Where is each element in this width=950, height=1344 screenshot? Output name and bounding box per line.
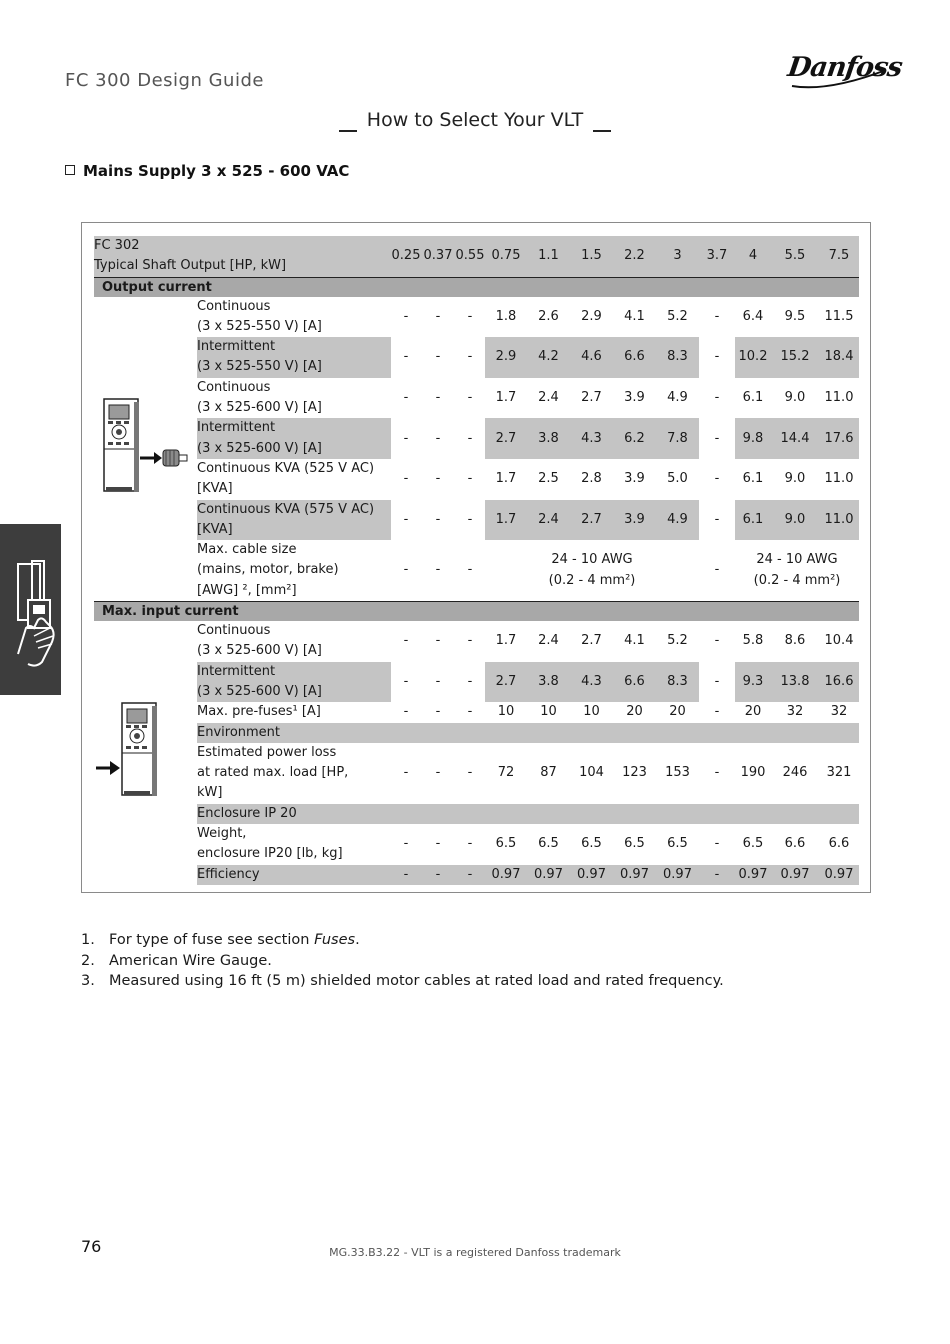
cell-value: 0.97 xyxy=(656,865,699,885)
row-label: Intermittent (3 x 525-600 V) [A] xyxy=(197,418,391,459)
cell-value: 6.5 xyxy=(667,836,688,852)
cell-value: - xyxy=(403,562,409,578)
cell-value: 6.6 xyxy=(784,836,806,852)
cell-value: 17.6 xyxy=(819,418,859,459)
row-label: Weight, enclosure IP20 [lb, kg] xyxy=(197,826,343,862)
cell-value: - xyxy=(714,633,720,649)
row-label: Continuous KVA (575 V AC) [KVA] xyxy=(197,500,391,541)
cable-range-group-1: 24 - 10 AWG (0.2 - 4 mm²) xyxy=(548,552,636,588)
cell-value: 9.3 xyxy=(735,662,771,703)
cell-value: 6.1 xyxy=(735,500,771,541)
cell-value: 5.2 xyxy=(667,633,688,649)
cell-value: 0.97 xyxy=(735,865,771,885)
cell-value: 0.97 xyxy=(771,865,819,885)
section-row-output-current: Output current xyxy=(94,277,859,297)
drive-with-input-arrow-icon xyxy=(96,698,196,808)
checkbox-square-icon xyxy=(65,165,75,175)
cell-value: 6.6 xyxy=(828,836,850,852)
cell-value: 9.5 xyxy=(784,308,806,324)
cell-value: - xyxy=(467,471,473,487)
cell-value: 0.97 xyxy=(613,865,656,885)
row-label: Intermittent (3 x 525-550 V) [A] xyxy=(197,337,391,378)
cell-value: - xyxy=(403,673,409,689)
cell-value: 2.9 xyxy=(485,337,527,378)
cell-value: 2.4 xyxy=(527,500,570,541)
table-row xyxy=(94,459,859,500)
cell-value: 190 xyxy=(740,765,766,781)
cell-value: - xyxy=(403,389,409,405)
cell-value: 3.9 xyxy=(624,471,645,487)
cell-value: - xyxy=(714,308,720,324)
cell-value: 3.8 xyxy=(527,418,570,459)
cell-value: 14.4 xyxy=(771,418,819,459)
cell-value: 2.7 xyxy=(485,662,527,703)
footnote: 2. American Wire Gauge. xyxy=(81,952,272,969)
cell-value: 8.6 xyxy=(784,633,806,649)
cell-value: - xyxy=(714,471,720,487)
cell-value: 6.5 xyxy=(495,836,517,852)
cell-value: - xyxy=(455,865,485,885)
table-row xyxy=(94,418,859,459)
row-label: Continuous KVA (525 V AC) [KVA] xyxy=(197,460,375,497)
cell-value: - xyxy=(435,836,441,852)
cell-value: - xyxy=(403,765,409,781)
cell-value: 10 xyxy=(540,704,557,720)
cell-value: - xyxy=(467,562,473,578)
cell-value: - xyxy=(467,349,473,365)
table-row-environment: Environment xyxy=(94,723,859,743)
header-label: FC 302 Typical Shaft Output [HP, kW] xyxy=(94,236,391,277)
cell-value: - xyxy=(714,389,720,405)
cell-value: 3.8 xyxy=(527,662,570,703)
cell-value: 1.7 xyxy=(495,389,517,405)
cell-value: 4.9 xyxy=(667,389,688,405)
footnotes xyxy=(81,930,724,992)
cell-value: 20 xyxy=(626,704,643,720)
footnote: 1. For type of fuse see section Fuses. xyxy=(81,932,360,948)
cell-value: - xyxy=(403,349,409,365)
cell-value: 11.0 xyxy=(824,389,854,405)
cell-value: - xyxy=(467,704,473,720)
cell-value: - xyxy=(467,633,473,649)
cell-value: 2.7 xyxy=(570,500,613,541)
cell-value: - xyxy=(403,511,409,527)
cell-value: 11.0 xyxy=(819,500,859,541)
footer-text: MG.33.B3.22 - VLT is a registered Danfoss trademark xyxy=(329,1246,621,1259)
cell-value: 11.5 xyxy=(824,308,854,324)
cell-value: - xyxy=(714,349,720,365)
table-row-cable-size xyxy=(94,540,859,601)
row-label: Intermittent (3 x 525-600 V) [A] xyxy=(197,662,391,703)
mains-supply-heading: Mains Supply 3 x 525 - 600 VAC xyxy=(65,162,349,180)
cell-value: 123 xyxy=(622,765,647,781)
table-row-enclosure: Enclosure IP 20 xyxy=(94,804,859,824)
cell-value: 1.7 xyxy=(485,500,527,541)
cell-value: 10 xyxy=(583,704,600,720)
cell-value: 2.8 xyxy=(581,471,602,487)
cell-value: 9.0 xyxy=(771,500,819,541)
cell-value: 5.8 xyxy=(742,633,764,649)
cell-value: 2.7 xyxy=(581,389,602,405)
cell-value: - xyxy=(714,704,720,720)
column-header: 0.25 xyxy=(391,236,421,277)
cell-value: - xyxy=(435,765,441,781)
cell-value: 9.0 xyxy=(784,471,806,487)
cell-value: 10.2 xyxy=(735,337,771,378)
table-row-pre-fuses xyxy=(94,702,859,722)
cell-value: 72 xyxy=(497,765,515,781)
table-row-efficiency xyxy=(94,865,859,885)
cell-value: - xyxy=(714,673,720,689)
side-tab xyxy=(0,524,61,695)
row-label: Estimated power loss at rated max. load [HP, kW] xyxy=(197,744,349,801)
cell-value: 32 xyxy=(786,704,804,720)
cell-value: 10 xyxy=(497,704,515,720)
cell-value: 6.1 xyxy=(742,471,764,487)
cell-value: 7.8 xyxy=(656,418,699,459)
cell-value: 4.6 xyxy=(570,337,613,378)
table-row-weight xyxy=(94,824,859,865)
cell-value: - xyxy=(714,511,720,527)
cell-value: 6.5 xyxy=(742,836,764,852)
table-row xyxy=(94,378,859,419)
cell-value: - xyxy=(435,308,441,324)
cell-value: 4.3 xyxy=(570,418,613,459)
hand-holding-device-icon xyxy=(0,524,61,695)
section-row-input-current: Max. input current xyxy=(94,602,859,622)
cell-value: 0.97 xyxy=(570,865,613,885)
cell-value: 2.4 xyxy=(538,389,559,405)
row-label: Continuous (3 x 525-600 V) [A] xyxy=(197,623,322,659)
cell-value: 1.8 xyxy=(495,308,517,324)
cell-value: 2.5 xyxy=(538,471,559,487)
column-header: 5.5 xyxy=(771,236,819,277)
cell-value: 1.7 xyxy=(495,633,517,649)
cell-value: 8.3 xyxy=(656,662,699,703)
cell-value: - xyxy=(435,673,441,689)
footnote: 3. Measured using 16 ft (5 m) shielded motor cables at rated load and rated frequency. xyxy=(81,973,724,990)
table-row-power-loss xyxy=(94,743,859,804)
cell-value: - xyxy=(435,562,441,578)
danfoss-logo: Danfoss xyxy=(788,52,890,92)
cell-value: 0.97 xyxy=(485,865,527,885)
cell-value: 3.9 xyxy=(624,389,645,405)
cell-value: 9.0 xyxy=(784,389,806,405)
document-title: FC 300 Design Guide xyxy=(65,70,264,91)
cell-value: - xyxy=(467,511,473,527)
cell-value: - xyxy=(714,765,720,781)
column-header: 0.37 xyxy=(421,236,455,277)
column-header: 3.7 xyxy=(699,236,735,277)
row-label: Max. cable size (mains, motor, brake) [AWG] ², [mm²] xyxy=(197,542,339,598)
cell-value: - xyxy=(421,865,455,885)
cell-value: - xyxy=(403,471,409,487)
cell-value: 2.9 xyxy=(581,308,602,324)
cell-value: 2.7 xyxy=(485,418,527,459)
cell-value: - xyxy=(467,765,473,781)
cell-value: 9.8 xyxy=(735,418,771,459)
cell-value: 20 xyxy=(669,704,686,720)
cell-value: - xyxy=(467,836,473,852)
cell-value: 153 xyxy=(665,765,690,781)
column-header: 0.75 xyxy=(485,236,527,277)
cell-value: 11.0 xyxy=(824,471,854,487)
cell-value: 5.2 xyxy=(667,308,688,324)
drive-input-image-cell xyxy=(94,621,197,885)
cell-value: 4.3 xyxy=(570,662,613,703)
cell-value: 20 xyxy=(744,704,762,720)
cell-value: - xyxy=(391,865,421,885)
cell-value: 6.5 xyxy=(624,836,645,852)
column-header: 4 xyxy=(735,236,771,277)
cell-value: 15.2 xyxy=(771,337,819,378)
cell-value: - xyxy=(403,430,409,446)
cell-value: 2.7 xyxy=(581,633,602,649)
cell-value: 4.1 xyxy=(624,633,645,649)
cell-value: - xyxy=(435,471,441,487)
cell-value: - xyxy=(714,562,720,578)
cell-value: 4.1 xyxy=(624,308,645,324)
cell-value: 87 xyxy=(540,765,557,781)
column-header: 0.55 xyxy=(455,236,485,277)
table-row xyxy=(94,662,859,703)
row-label: Continuous (3 x 525-550 V) [A] xyxy=(197,298,322,334)
cell-value: 2.6 xyxy=(538,308,559,324)
cell-value: 16.6 xyxy=(819,662,859,703)
cell-value: 1.7 xyxy=(495,471,517,487)
table-row xyxy=(94,337,859,378)
cell-value: - xyxy=(714,430,720,446)
cell-value: - xyxy=(467,673,473,689)
cell-value: - xyxy=(467,430,473,446)
cell-value: - xyxy=(403,836,409,852)
column-header: 7.5 xyxy=(819,236,859,277)
cell-value: 104 xyxy=(579,765,604,781)
cell-value: 8.3 xyxy=(656,337,699,378)
cell-value: 10.4 xyxy=(824,633,854,649)
cell-value: 6.5 xyxy=(581,836,602,852)
column-header: 2.2 xyxy=(613,236,656,277)
table-row xyxy=(94,500,859,541)
cell-value: 6.6 xyxy=(613,662,656,703)
column-header: 1.5 xyxy=(570,236,613,277)
cell-value: 13.8 xyxy=(771,662,819,703)
cell-value: 6.5 xyxy=(538,836,559,852)
cell-value: - xyxy=(435,430,441,446)
cell-value: 6.6 xyxy=(613,337,656,378)
cell-value: 4.2 xyxy=(527,337,570,378)
page-number: 76 xyxy=(81,1237,102,1256)
drive-image-cell xyxy=(94,297,197,602)
row-label: Max. pre-fuses¹ [A] xyxy=(197,704,321,720)
cell-value: 5.0 xyxy=(667,471,688,487)
section-heading: How to Select Your VLT xyxy=(0,109,950,132)
cell-value: - xyxy=(435,349,441,365)
cell-value: - xyxy=(435,704,441,720)
cell-value: 4.9 xyxy=(656,500,699,541)
cell-value: 6.1 xyxy=(742,389,764,405)
cell-value: - xyxy=(435,389,441,405)
column-header: 1.1 xyxy=(527,236,570,277)
cell-value: - xyxy=(714,836,720,852)
cell-value: 6.4 xyxy=(742,308,764,324)
table-row xyxy=(94,621,859,662)
column-header: 3 xyxy=(656,236,699,277)
cell-value: - xyxy=(403,704,409,720)
table-row xyxy=(94,297,859,338)
cell-value: - xyxy=(699,865,735,885)
cable-range-group-2: 24 - 10 AWG (0.2 - 4 mm²) xyxy=(753,552,841,588)
cell-value: 0.97 xyxy=(527,865,570,885)
drive-with-motor-icon xyxy=(96,394,196,504)
table-header-row xyxy=(94,236,859,277)
cell-value: 246 xyxy=(782,765,808,781)
cell-value: - xyxy=(403,308,409,324)
cell-value: 2.4 xyxy=(538,633,559,649)
cell-value: 0.97 xyxy=(819,865,859,885)
cell-value: - xyxy=(467,308,473,324)
cell-value: - xyxy=(467,389,473,405)
cell-value: 3.9 xyxy=(613,500,656,541)
row-label: Continuous (3 x 525-600 V) [A] xyxy=(197,379,322,416)
cell-value: - xyxy=(435,511,441,527)
row-label: Efficiency xyxy=(197,865,391,885)
cell-value: 18.4 xyxy=(819,337,859,378)
cell-value: 321 xyxy=(826,765,852,781)
cell-value: - xyxy=(435,633,441,649)
cell-value: 6.2 xyxy=(613,418,656,459)
cell-value: - xyxy=(403,633,409,649)
spec-table xyxy=(94,236,859,885)
cell-value: 32 xyxy=(830,704,848,720)
